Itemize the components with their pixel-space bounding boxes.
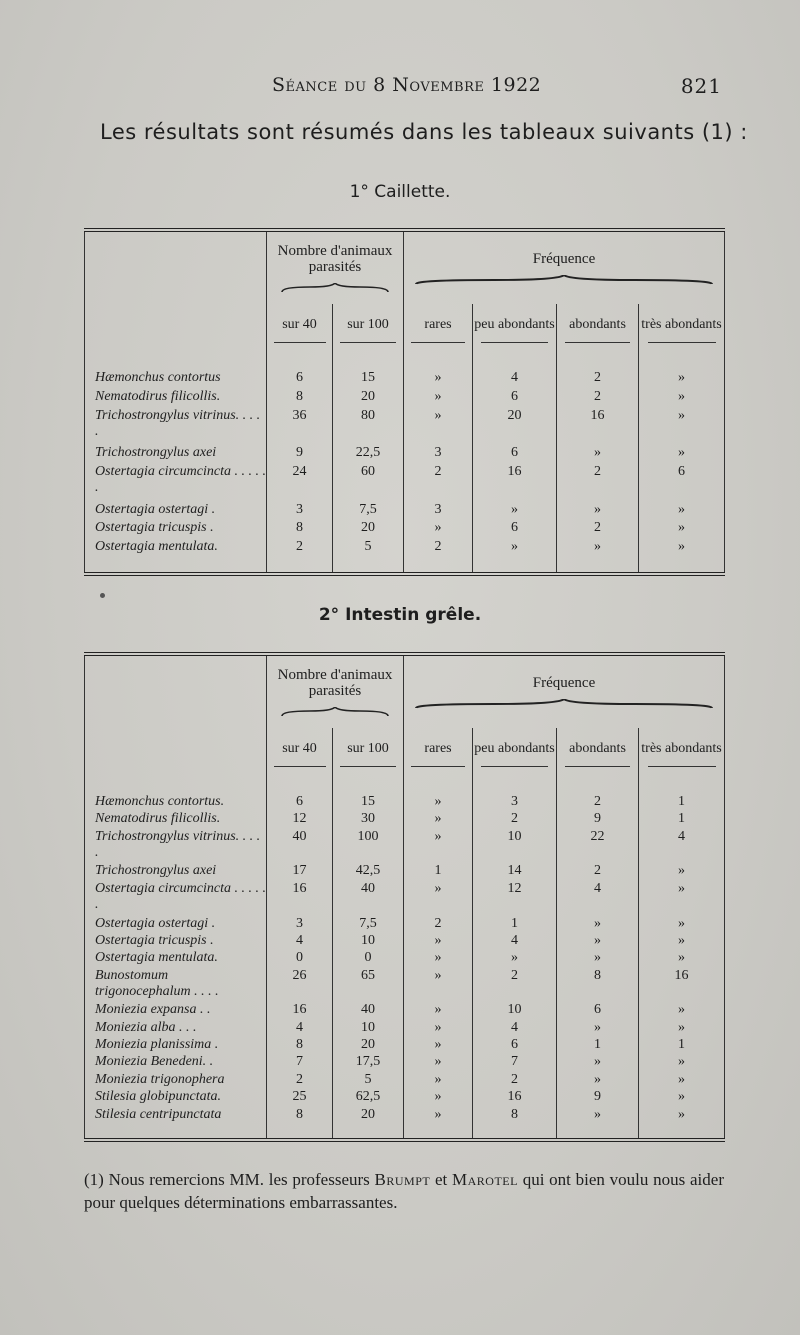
- table-cell: »: [404, 1107, 473, 1124]
- col-abondants: abondants: [557, 304, 639, 356]
- table-cell: »: [404, 1037, 473, 1054]
- table-cell: 4: [473, 370, 557, 389]
- species-name: Nematodirus filicollis.: [95, 811, 221, 827]
- table-cell: 65: [333, 968, 404, 1003]
- group-label-frequence: Fréquence: [532, 251, 596, 267]
- table-row: [85, 1054, 725, 1071]
- table-cell: 16: [267, 881, 333, 916]
- table-cell: »: [404, 794, 473, 811]
- table-cell: 26: [267, 968, 333, 1003]
- table-cell: 40: [333, 881, 404, 916]
- table-cell: »: [473, 502, 557, 521]
- table-cell: »: [557, 933, 639, 950]
- table-cell: »: [557, 916, 639, 933]
- col-tres-abondants: très abondants: [639, 304, 725, 356]
- species-name: Ostertagia ostertagi .: [95, 501, 216, 517]
- table-cell: 2: [404, 464, 473, 502]
- brace-icon: [414, 699, 714, 709]
- species-name: Nematodirus filicollis.: [95, 388, 221, 404]
- table-cell: »: [639, 502, 725, 521]
- table-cell: »: [404, 370, 473, 389]
- table-row: [85, 1037, 725, 1054]
- table-cell: 12: [473, 881, 557, 916]
- table-cell: 16: [473, 464, 557, 502]
- species-name: Moniezia planissima .: [95, 1037, 219, 1053]
- table-row: [85, 502, 725, 521]
- table-cell: 6: [267, 794, 333, 811]
- table-cell: 24: [267, 464, 333, 502]
- col-peu-abondants: peu abondants: [473, 304, 557, 356]
- table-cell: 2: [267, 539, 333, 558]
- group-label-nombre: Nombre d'animaux parasités: [277, 667, 393, 699]
- species-name: Ostertagia circumcincta . . . . . .: [95, 463, 266, 495]
- table-cell: 40: [333, 1002, 404, 1019]
- table-cell: 9: [267, 445, 333, 464]
- table-cell: 22,5: [333, 445, 404, 464]
- table-cell: 3: [267, 916, 333, 933]
- table-cell: 36: [267, 408, 333, 446]
- col-sur40: sur 40: [267, 728, 333, 780]
- footnote-name-brumpt: Brumpt: [374, 1170, 431, 1189]
- table-row: [85, 1089, 725, 1106]
- table-cell: »: [557, 1072, 639, 1089]
- table-row: [85, 1107, 725, 1124]
- table-cell: 6: [267, 370, 333, 389]
- table-cell: »: [404, 968, 473, 1003]
- table-cell: »: [404, 881, 473, 916]
- table-cell: 40: [267, 829, 333, 864]
- table-cell: 9: [557, 1089, 639, 1106]
- table-row: [85, 539, 725, 558]
- table-cell: 10: [333, 933, 404, 950]
- species-name: Ostertagia circumcincta . . . . . .: [95, 880, 266, 912]
- table-cell: 4: [267, 933, 333, 950]
- table-cell: 4: [473, 933, 557, 950]
- table-cell: »: [404, 1072, 473, 1089]
- table-cell: 10: [333, 1020, 404, 1037]
- group-label-frequence: Fréquence: [532, 675, 596, 691]
- table-row: [85, 408, 725, 446]
- group-header-nombre: [267, 654, 404, 728]
- table-row: [85, 863, 725, 880]
- footnote-name-marotel: Marotel: [452, 1170, 518, 1189]
- col-sur40: sur 40: [267, 304, 333, 356]
- spacer-row: [85, 1124, 725, 1140]
- table-cell: »: [639, 408, 725, 446]
- table-cell: 15: [333, 794, 404, 811]
- table-cell: »: [639, 1072, 725, 1089]
- species-name: Moniezia Benedeni. .: [95, 1054, 214, 1070]
- table-cell: »: [639, 445, 725, 464]
- col-rares: rares: [404, 304, 473, 356]
- table-cell: 20: [473, 408, 557, 446]
- species-name: Ostertagia mentulata.: [95, 950, 218, 966]
- table-cell: »: [557, 1054, 639, 1071]
- col-peu-abondants: peu abondants: [473, 728, 557, 780]
- table-cell: 80: [333, 408, 404, 446]
- table-cell: 4: [267, 1020, 333, 1037]
- table-cell: 9: [557, 811, 639, 828]
- table-cell: 7: [473, 1054, 557, 1071]
- table-cell: 3: [404, 445, 473, 464]
- table-cell: 8: [267, 1107, 333, 1124]
- species-name: Ostertagia tricuspis .: [95, 520, 214, 536]
- table-cell: 2: [557, 464, 639, 502]
- page-number: 821: [680, 74, 722, 98]
- table-cell: 60: [333, 464, 404, 502]
- table-cell: »: [557, 950, 639, 967]
- table2-caption: 2° Intestin grêle.: [318, 605, 482, 625]
- table-cell: »: [639, 950, 725, 967]
- table-row: [85, 794, 725, 811]
- table-row: [85, 829, 725, 864]
- table-cell: 1: [639, 811, 725, 828]
- table1-body: [85, 356, 725, 574]
- table-row: [85, 950, 725, 967]
- table-cell: 8: [473, 1107, 557, 1124]
- table-cell: 1: [557, 1037, 639, 1054]
- brace-icon: [414, 275, 714, 285]
- table-cell: 6: [473, 520, 557, 539]
- table-cell: 14: [473, 863, 557, 880]
- table-cell: »: [473, 539, 557, 558]
- table-cell: 7: [267, 1054, 333, 1071]
- table-cell: 17: [267, 863, 333, 880]
- table-cell: »: [639, 863, 725, 880]
- group-header-frequence: [404, 230, 725, 304]
- table-cell: 30: [333, 811, 404, 828]
- species-name: Ostertagia mentulata.: [95, 539, 218, 555]
- table-cell: 8: [557, 968, 639, 1003]
- table-cell: 8: [267, 389, 333, 408]
- table-cell: »: [639, 370, 725, 389]
- table2-body: [85, 780, 725, 1140]
- table-cell: 25: [267, 1089, 333, 1106]
- table-row: [85, 1002, 725, 1019]
- spacer-row: [85, 356, 725, 370]
- spacer-row: [85, 780, 725, 794]
- table-cell: »: [404, 389, 473, 408]
- table-row: [85, 520, 725, 539]
- species-name: Moniezia expansa . .: [95, 1002, 211, 1018]
- header-title: Séance du 8 Novembre 1922: [272, 74, 542, 96]
- table-cell: 12: [267, 811, 333, 828]
- table-cell: 7,5: [333, 502, 404, 521]
- brace-icon: [280, 283, 390, 293]
- species-header-cell: [85, 654, 267, 780]
- table-cell: »: [404, 520, 473, 539]
- species-name: Ostertagia ostertagi .: [95, 915, 216, 931]
- table-cell: 1: [404, 863, 473, 880]
- table-cell: »: [404, 1020, 473, 1037]
- footnote: [84, 1168, 724, 1214]
- table-cell: »: [557, 539, 639, 558]
- table-cell: »: [639, 881, 725, 916]
- spacer-row: [85, 558, 725, 574]
- table-cell: 2: [557, 863, 639, 880]
- species-name: Moniezia alba . . .: [95, 1019, 197, 1035]
- table-intestin-grele: [84, 652, 725, 1142]
- intro-sentence: Les résultats sont résumés dans les tableaux suivants (1) :: [100, 120, 748, 144]
- table-cell: »: [639, 1107, 725, 1124]
- table-cell: »: [639, 389, 725, 408]
- table-cell: 16: [639, 968, 725, 1003]
- table-cell: 2: [557, 794, 639, 811]
- table-row: [85, 370, 725, 389]
- table1-caption: 1° Caillette.: [349, 182, 451, 202]
- table-cell: »: [557, 502, 639, 521]
- table-cell: 6: [473, 389, 557, 408]
- table-cell: 5: [333, 1072, 404, 1089]
- species-name: Moniezia trigonophera: [95, 1071, 225, 1087]
- table-cell: »: [404, 1054, 473, 1071]
- table-cell: »: [639, 1020, 725, 1037]
- table-cell: 0: [333, 950, 404, 967]
- table-cell: 22: [557, 829, 639, 864]
- table-cell: 20: [333, 1037, 404, 1054]
- table-row: [85, 933, 725, 950]
- table-cell: »: [639, 520, 725, 539]
- footnote-text: et: [430, 1170, 452, 1189]
- table-cell: »: [404, 1002, 473, 1019]
- table-cell: 2: [473, 1072, 557, 1089]
- table-cell: 16: [473, 1089, 557, 1106]
- species-header-cell: [85, 230, 267, 356]
- table-cell: 2: [473, 968, 557, 1003]
- table-cell: »: [404, 408, 473, 446]
- table-cell: 1: [473, 916, 557, 933]
- species-name: Trichostrongylus vitrinus. . . . .: [95, 407, 261, 439]
- table-cell: »: [557, 1107, 639, 1124]
- stray-mark: [100, 593, 105, 598]
- species-name: Bunostomum trigonocephalum . . . .: [95, 967, 219, 999]
- table-cell: 100: [333, 829, 404, 864]
- table-cell: 2: [473, 811, 557, 828]
- table-cell: 62,5: [333, 1089, 404, 1106]
- species-name: Trichostrongylus axei: [95, 863, 217, 879]
- table-cell: 10: [473, 1002, 557, 1019]
- table-cell: 2: [557, 370, 639, 389]
- table-cell: 1: [639, 1037, 725, 1054]
- table-cell: 6: [639, 464, 725, 502]
- table-row: [85, 1072, 725, 1089]
- table-row: [85, 389, 725, 408]
- table-cell: »: [639, 1089, 725, 1106]
- table-cell: 8: [267, 520, 333, 539]
- table-row: [85, 916, 725, 933]
- table-cell: 16: [557, 408, 639, 446]
- col-abondants: abondants: [557, 728, 639, 780]
- table-cell: 2: [557, 389, 639, 408]
- table-cell: 6: [473, 1037, 557, 1054]
- table-cell: 17,5: [333, 1054, 404, 1071]
- table-cell: »: [404, 829, 473, 864]
- col-tres-abondants: très abondants: [639, 728, 725, 780]
- table-cell: 4: [639, 829, 725, 864]
- table-cell: »: [639, 933, 725, 950]
- table-cell: 6: [473, 445, 557, 464]
- table-row: [85, 968, 725, 1003]
- table-cell: »: [557, 445, 639, 464]
- table-cell: 2: [557, 520, 639, 539]
- col-sur100: sur 100: [333, 728, 404, 780]
- table-cell: 20: [333, 520, 404, 539]
- table-cell: »: [639, 916, 725, 933]
- table-cell: »: [473, 950, 557, 967]
- table-row: [85, 811, 725, 828]
- table-cell: 6: [557, 1002, 639, 1019]
- table-cell: »: [404, 811, 473, 828]
- species-name: Hæmonchus contortus.: [95, 794, 225, 809]
- table-caillette: [84, 228, 725, 576]
- table-cell: 7,5: [333, 916, 404, 933]
- species-name: Stilesia globipunctata.: [95, 1089, 221, 1105]
- table-cell: 8: [267, 1037, 333, 1054]
- table-row: [85, 881, 725, 916]
- table-cell: 4: [473, 1020, 557, 1037]
- table-cell: »: [639, 539, 725, 558]
- table-cell: 16: [267, 1002, 333, 1019]
- table-cell: 10: [473, 829, 557, 864]
- group-header-frequence: [404, 654, 725, 728]
- table-row: [85, 445, 725, 464]
- brace-icon: [280, 707, 390, 717]
- table-cell: 42,5: [333, 863, 404, 880]
- table-cell: 20: [333, 1107, 404, 1124]
- footnote-text: qui ont bien voulu nous aider pour quelques déterminations embarrassantes.: [84, 1170, 724, 1212]
- table-cell: 1: [639, 794, 725, 811]
- species-name: Trichostrongylus axei: [95, 445, 217, 461]
- col-rares: rares: [404, 728, 473, 780]
- table-cell: 5: [333, 539, 404, 558]
- group-header-nombre: [267, 230, 404, 304]
- species-name: Stilesia centripunctata: [95, 1106, 222, 1122]
- table-cell: 3: [267, 502, 333, 521]
- table-row: [85, 464, 725, 502]
- table-cell: 2: [404, 916, 473, 933]
- table-cell: »: [404, 950, 473, 967]
- group-label-nombre: Nombre d'animaux parasités: [277, 243, 393, 275]
- species-name: Trichostrongylus vitrinus. . . . .: [95, 828, 261, 860]
- col-sur100: sur 100: [333, 304, 404, 356]
- table-cell: »: [404, 933, 473, 950]
- table-cell: »: [404, 1089, 473, 1106]
- species-name: Hæmonchus contortus: [95, 370, 221, 385]
- table-row: [85, 1020, 725, 1037]
- species-name: Ostertagia tricuspis .: [95, 932, 214, 948]
- table-cell: 4: [557, 881, 639, 916]
- table-cell: 3: [404, 502, 473, 521]
- table-cell: 2: [404, 539, 473, 558]
- table-cell: »: [557, 1020, 639, 1037]
- table-cell: 3: [473, 794, 557, 811]
- table-cell: »: [639, 1054, 725, 1071]
- footnote-text: (1) Nous remercions MM. les professeurs: [84, 1170, 375, 1189]
- table-cell: 15: [333, 370, 404, 389]
- table-cell: »: [639, 1002, 725, 1019]
- table-cell: 20: [333, 389, 404, 408]
- table-cell: 2: [267, 1072, 333, 1089]
- table-cell: 0: [267, 950, 333, 967]
